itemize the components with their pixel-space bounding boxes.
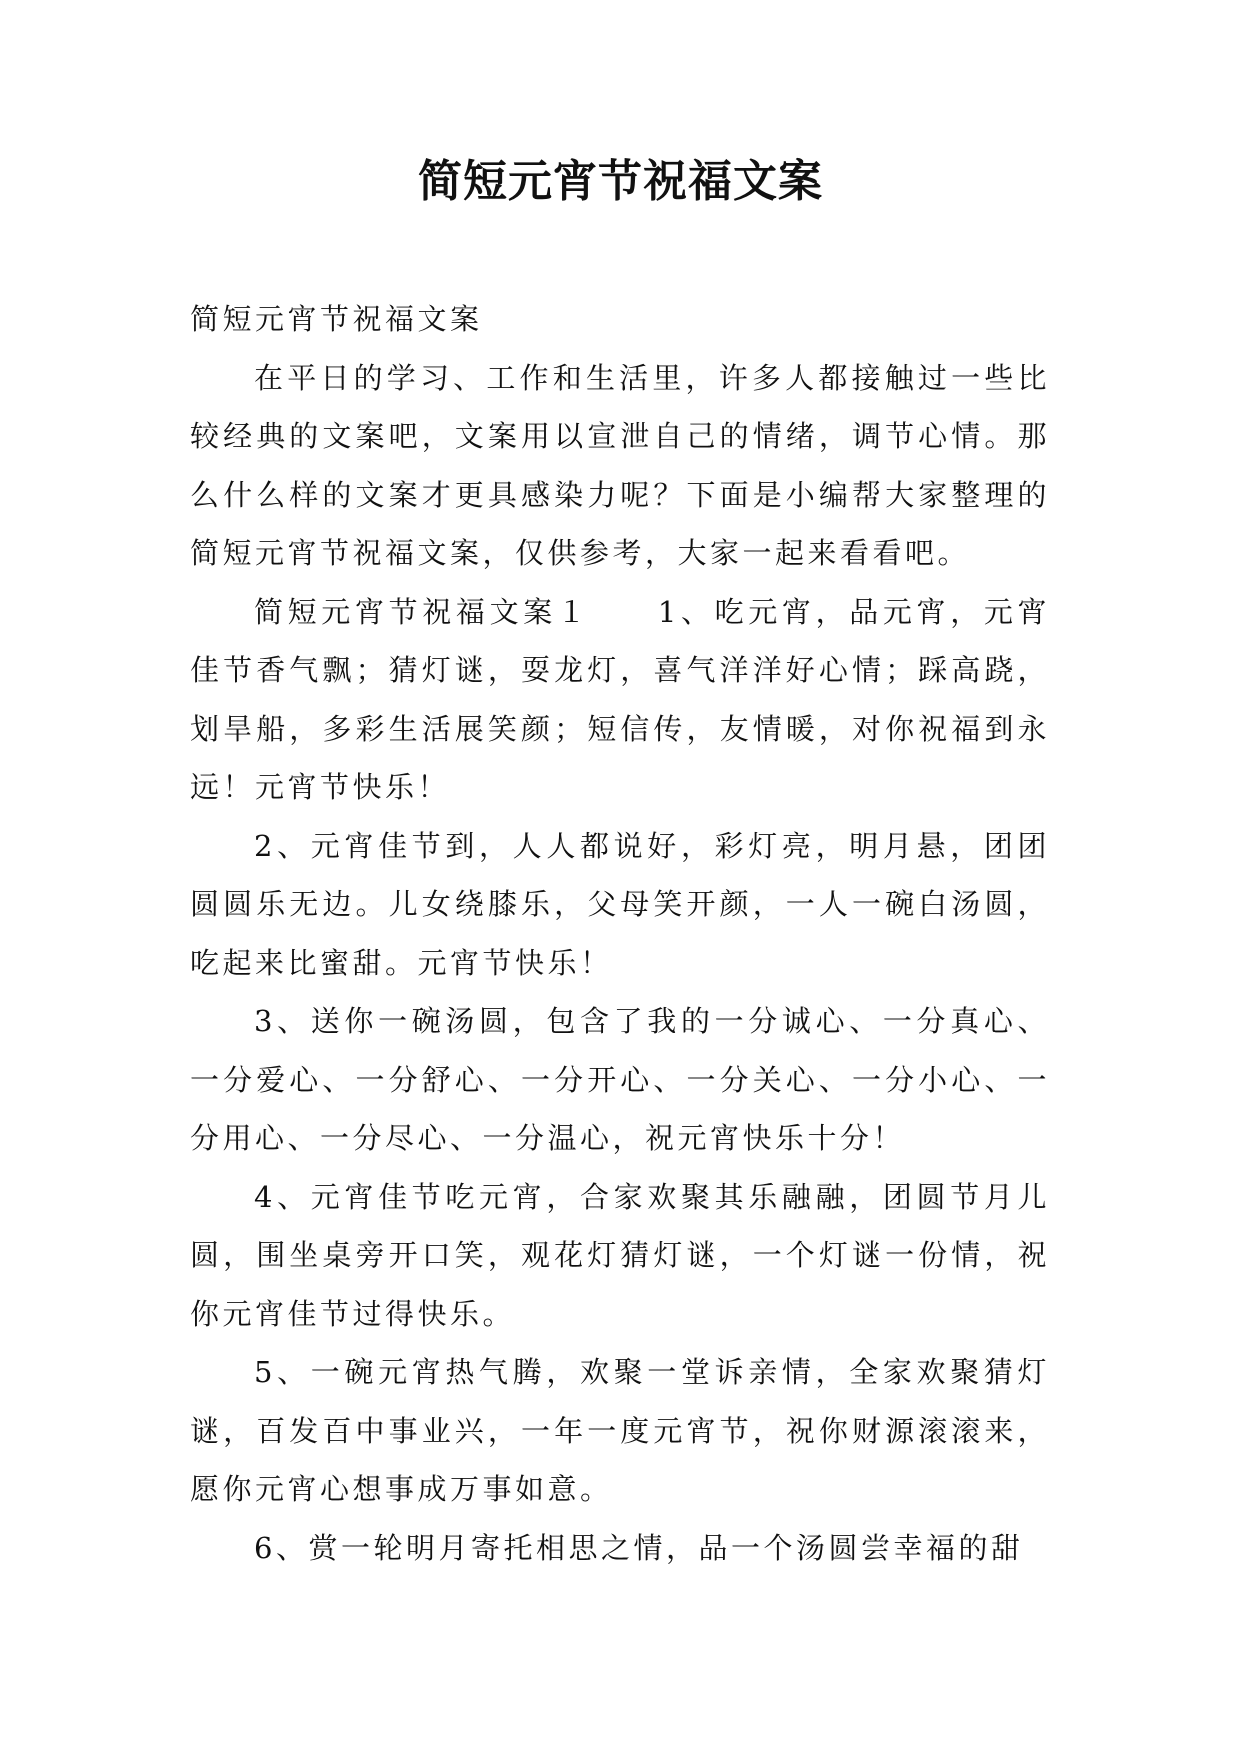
paragraph-wish-2: 2、元宵佳节到，人人都说好，彩灯亮，明月悬，团团圆圆乐无边。儿女绕膝乐，父母笑开颜，一人一碗白汤圆，吃起来比蜜甜。元宵节快乐！ (190, 828, 1050, 980)
paragraph-wish-6: 6、赏一轮明月寄托相思之情，品一个汤圆尝幸福的甜 (254, 1530, 1024, 1565)
paragraph-wish-3: 3、送你一碗汤圆，包含了我的一分诚心、一分真心、一分爱心、一分舒心、一分开心、一分关心、一分小心、一分用心、一分尽心、一分温心，祝元宵快乐十分！ (190, 1004, 1050, 1155)
paragraph-wish-1: 简短元宵节祝福文案１ 1、吃元宵，品元宵，元宵佳节香气飘；猜灯谜，耍龙灯，喜气洋洋好心情；踩高跷，划旱船，多彩生活展笑颜；短信传，友情暖，对你祝福到永远！元宵节快乐！ (190, 594, 1050, 804)
paragraph-wish-4: 4、元宵佳节吃元宵，合家欢聚其乐融融，团圆节月儿圆，围坐桌旁开口笑，观花灯猜灯谜，一个灯谜一份情，祝你元宵佳节过得快乐。 (190, 1179, 1050, 1331)
document-title: 简短元宵节祝福文案 (418, 156, 823, 207)
document-body (190, 290, 1050, 1577)
paragraph-heading: 简短元宵节祝福文案 (190, 302, 483, 336)
paragraph-intro: 在平日的学习、工作和生活里，许多人都接触过一些比较经典的文案吧，文案用以宣泄自己的情绪，调节心情。那么什么样的文案才更具感染力呢？下面是小编帮大家整理的简短元宵节祝福文案，仅供参考，大家一起来看看吧。 (190, 360, 1050, 570)
paragraph-wish-5: 5、一碗元宵热气腾，欢聚一堂诉亲情，全家欢聚猜灯谜，百发百中事业兴，一年一度元宵节，祝你财源滚滚来，愿你元宵心想事成万事如意。 (190, 1355, 1050, 1506)
